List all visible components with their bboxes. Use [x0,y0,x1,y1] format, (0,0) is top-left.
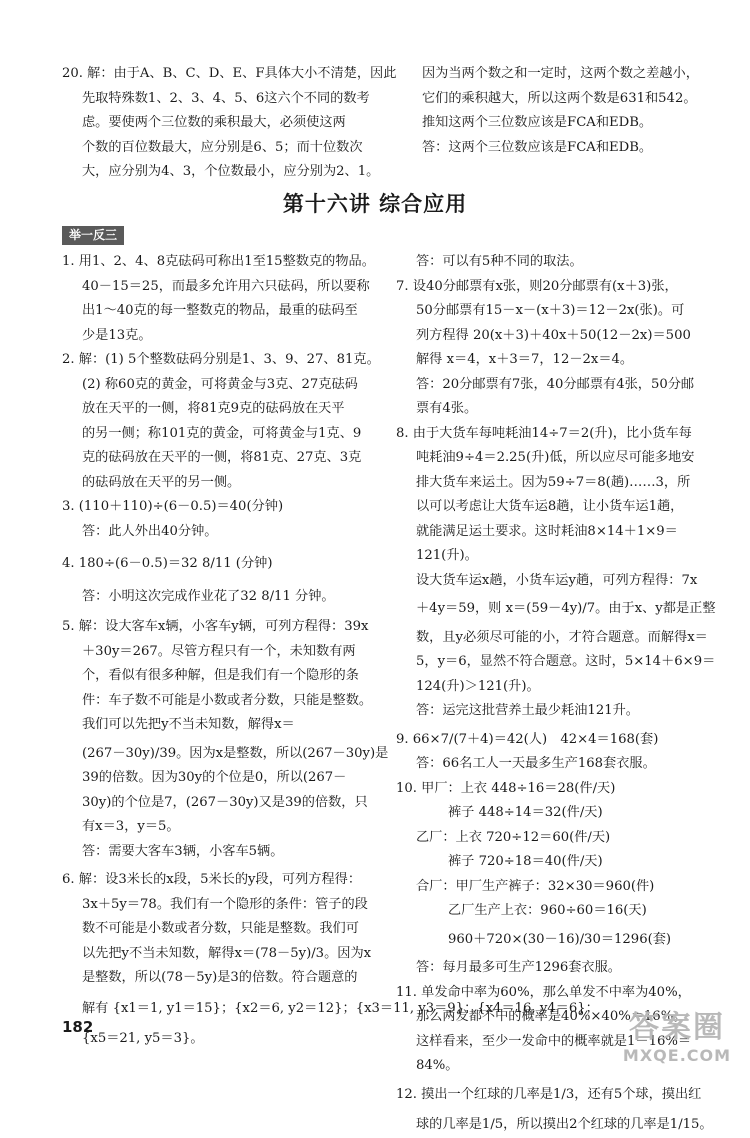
section-badge: 举一反三 [62,226,124,245]
answer-line: 121(升)。 [416,548,478,563]
solution-20-right [422,62,712,160]
text-line: 推知这两个三位数应该是FCA和EDB。 [422,115,653,130]
answer-line: 克的砝码放在天平的一侧，将81克、27克、3克 [82,450,362,465]
answer-line: 答：可以有5种不同的取法。 [416,254,583,269]
answer-line: 票有4张。 [416,401,478,416]
answer-line: 8. 由于大货车每吨耗油14÷7＝2(升)，比小货车每 [396,425,692,441]
answer-line: 裤子 720÷18＝40(件/天) [448,854,603,869]
answer-line: 排大货车来运土。因为59÷7＝8(趟)……3，所 [416,474,691,490]
answer-line: ＋30y＝267。尽管方程只有一个，未知数有两 [82,643,356,659]
right-column [396,250,714,1138]
answer-line: 30y)的个位是7，(267－30y)又是39的倍数，只 [82,794,368,810]
answer-line: 960＋720×(30－16)/30＝1296(套) [448,931,672,947]
answer-line: 答：20分邮票有7张，40分邮票有4张，50分邮 [416,376,695,392]
answer-line: 40－15＝25，而最多允许用六只砝码，所以要称 [82,278,370,294]
answer-line: 这样看来，至少一发命中的概率就是1－16%＝ [416,1033,692,1049]
answer-line: 设大货车运x趟，小货车运y趟，可列方程得：7x [416,572,698,588]
answer-line: 答：运完这批营养土最少耗油121升。 [416,703,639,718]
answer-line: 124(升)＞121(升)。 [416,678,540,694]
answer-line: 11. 单发命中率为60%，那么单发不中率为40%， [396,984,691,1000]
answer-line: 件：车子数不可能是小数或者分数，只能是整数。 [82,692,373,708]
text-line: 个数的百位数最大，应分别是6、5；而十位数次 [82,139,363,155]
answer-line: 个，看似有很多种解，但是我们有一个隐形的条 [82,668,359,683]
answer-line: 解得 x＝4，x＋3＝7，12－2x＝4。 [416,352,634,367]
answer-line: 以可以考虑让大货车运8趟，让小货车运1趟， [416,499,684,514]
text-line: 先取特殊数1、2、3、4、5、6这六个不同的数考 [82,90,370,106]
answer-line: 答：需要大客车3辆，小客车5辆。 [82,843,284,859]
page-number: 182 [62,1018,94,1036]
answer-line: 答：此人外出40分钟。 [82,523,218,539]
text-line: 它们的乘积越大，所以这两个数是631和542。 [422,90,697,106]
answer-line: 答：66名工人一天最多生产168套衣服。 [416,756,656,771]
answer-line: 解有 {x1＝1, y1＝15}；{x2＝6, y2＝12}；{x3＝11, y3＝9}；{x4＝16, y4＝6}； [82,1000,599,1016]
answer-line: 少是13克。 [82,327,152,343]
watermark-logo [612,1010,742,1072]
watermark-url: MXQE.COM [622,1046,732,1065]
answer-line: 数，且y必须尽可能的小，才符合题意。而解得x＝ [416,629,708,645]
watermark-text: 答案圈 [629,1010,725,1045]
answer-line: 9. 66×7/(7＋4)＝42(人) 42×4＝168(套) [396,731,659,747]
answer-line: 出1～40克的每一整数克的物品，最重的砝码至 [82,303,358,318]
answer-line: 答：小明这次完成作业花了32 8/11 分钟。 [82,588,335,604]
answer-line: 答：每月最多可生产1296套衣服。 [416,960,621,975]
answer-line: 39的倍数。因为30y的个位是0，所以(267－ [82,770,347,785]
text-line: 答：这两个三位数应该是FCA和EDB。 [422,139,653,155]
answer-line: 2. 解：(1) 5个整数砝码分别是1、3、9、27、81克。 [62,352,380,367]
answer-line: 乙厂生产上衣：960÷60＝16(天) [448,903,647,918]
answer-line: 6. 解：设3米长的x段，5米长的y段，可列方程得： [62,872,362,887]
answer-line: 84%。 [416,1058,459,1073]
answer-line: 数不可能是小数或者分数，只能是整数。我们可 [82,921,359,936]
answer-line: 就能满足运土要求。这时耗油8×14＋1×9＝ [416,523,678,539]
answer-line: 的砝码放在天平的另一侧。 [82,474,241,490]
text-line: 因为当两个数之和一定时，这两个数之差越小， [422,66,699,81]
text-line: 虑。要使两个三位数的乘积最大，必须使这两 [82,115,346,130]
text-line: 20. 解：由于A、B、C、D、E、F具体大小不清楚，因此 [62,66,397,81]
answer-line: 有x＝3，y＝5。 [82,819,180,834]
answer-line: 7. 设40分邮票有x张，则20分邮票有(x＋3)张， [396,278,678,294]
answer-line: 1. 用1、2、4、8克砝码可称出1至15整数克的物品。 [62,254,375,269]
answer-line: 10. 甲厂：上衣 448÷16＝28(件/天) [396,780,616,796]
solution-20-left [62,62,397,185]
answer-line: 12. 摸出一个红球的几率是1/3，还有5个球，摸出红 [396,1086,702,1102]
answer-line: 放在天平的一侧，将81克9克的砝码放在天平 [82,401,345,416]
answer-line: 球的几率是1/5，所以摸出2个红球的几率是1/15。 [416,1117,713,1132]
answer-line: 以先把y不当未知数，解得x＝(78－5y)/3。因为x [82,945,372,961]
answer-line: 3x＋5y＝78。我们有一个隐形的条件：管子的段 [82,896,368,912]
answer-line: 3. (110＋110)÷(6－0.5)＝40(分钟) [62,499,284,514]
answer-line: 50分邮票有15－x－(x＋3)＝12－2x(张)。可 [416,303,685,318]
answer-line: 5. 解：设大客车x辆，小客车y辆，可列方程得：39x [62,619,369,634]
answer-line: (267－30y)/39。因为x是整数，所以(267－30y)是 [82,745,389,761]
answer-line: 乙厂：上衣 720÷12＝60(件/天) [416,829,611,845]
lecture-title: 第十六讲 综合应用 [282,192,468,216]
answer-line: 合厂：甲厂生产裤子：32×30＝960(件) [416,878,655,894]
answer-line: ＋4y＝59，则 x＝(59－4y)/7。由于x、y都是正整 [416,601,716,616]
answer-line: 裤子 448÷14＝32(件/天) [448,805,603,820]
answer-line: 4. 180÷(6－0.5)＝32 8/11 (分钟) [62,556,273,571]
text-line: 大，应分别为4、3，个位数最小，应分别为2、1。 [82,164,380,179]
answer-line: (2) 称60克的黄金，可将黄金与3克、27克砝码 [82,376,358,392]
answer-line: 的另一侧；称101克的黄金，可将黄金与1克、9 [82,425,362,441]
answer-line: 5，y＝6，显然不符合题意。这时，5×14＋6×9＝ [416,654,716,669]
answer-line: 列方程得 20(x＋3)＋40x＋50(12－2x)＝500 [416,327,691,343]
answer-line: 是整数，所以(78－5y)是3的倍数。符合题意的 [82,970,358,985]
answer-line: 那么两发都不中的概率是40%×40%＝16%。 [416,1009,687,1024]
answer-line: 吨耗油9÷4＝2.25(升)低，所以应尽可能多地安 [416,450,695,465]
answer-line: {x5＝21, y5＝3}。 [82,1031,204,1046]
answer-line: 我们可以先把y不当未知数，解得x＝ [82,717,295,732]
